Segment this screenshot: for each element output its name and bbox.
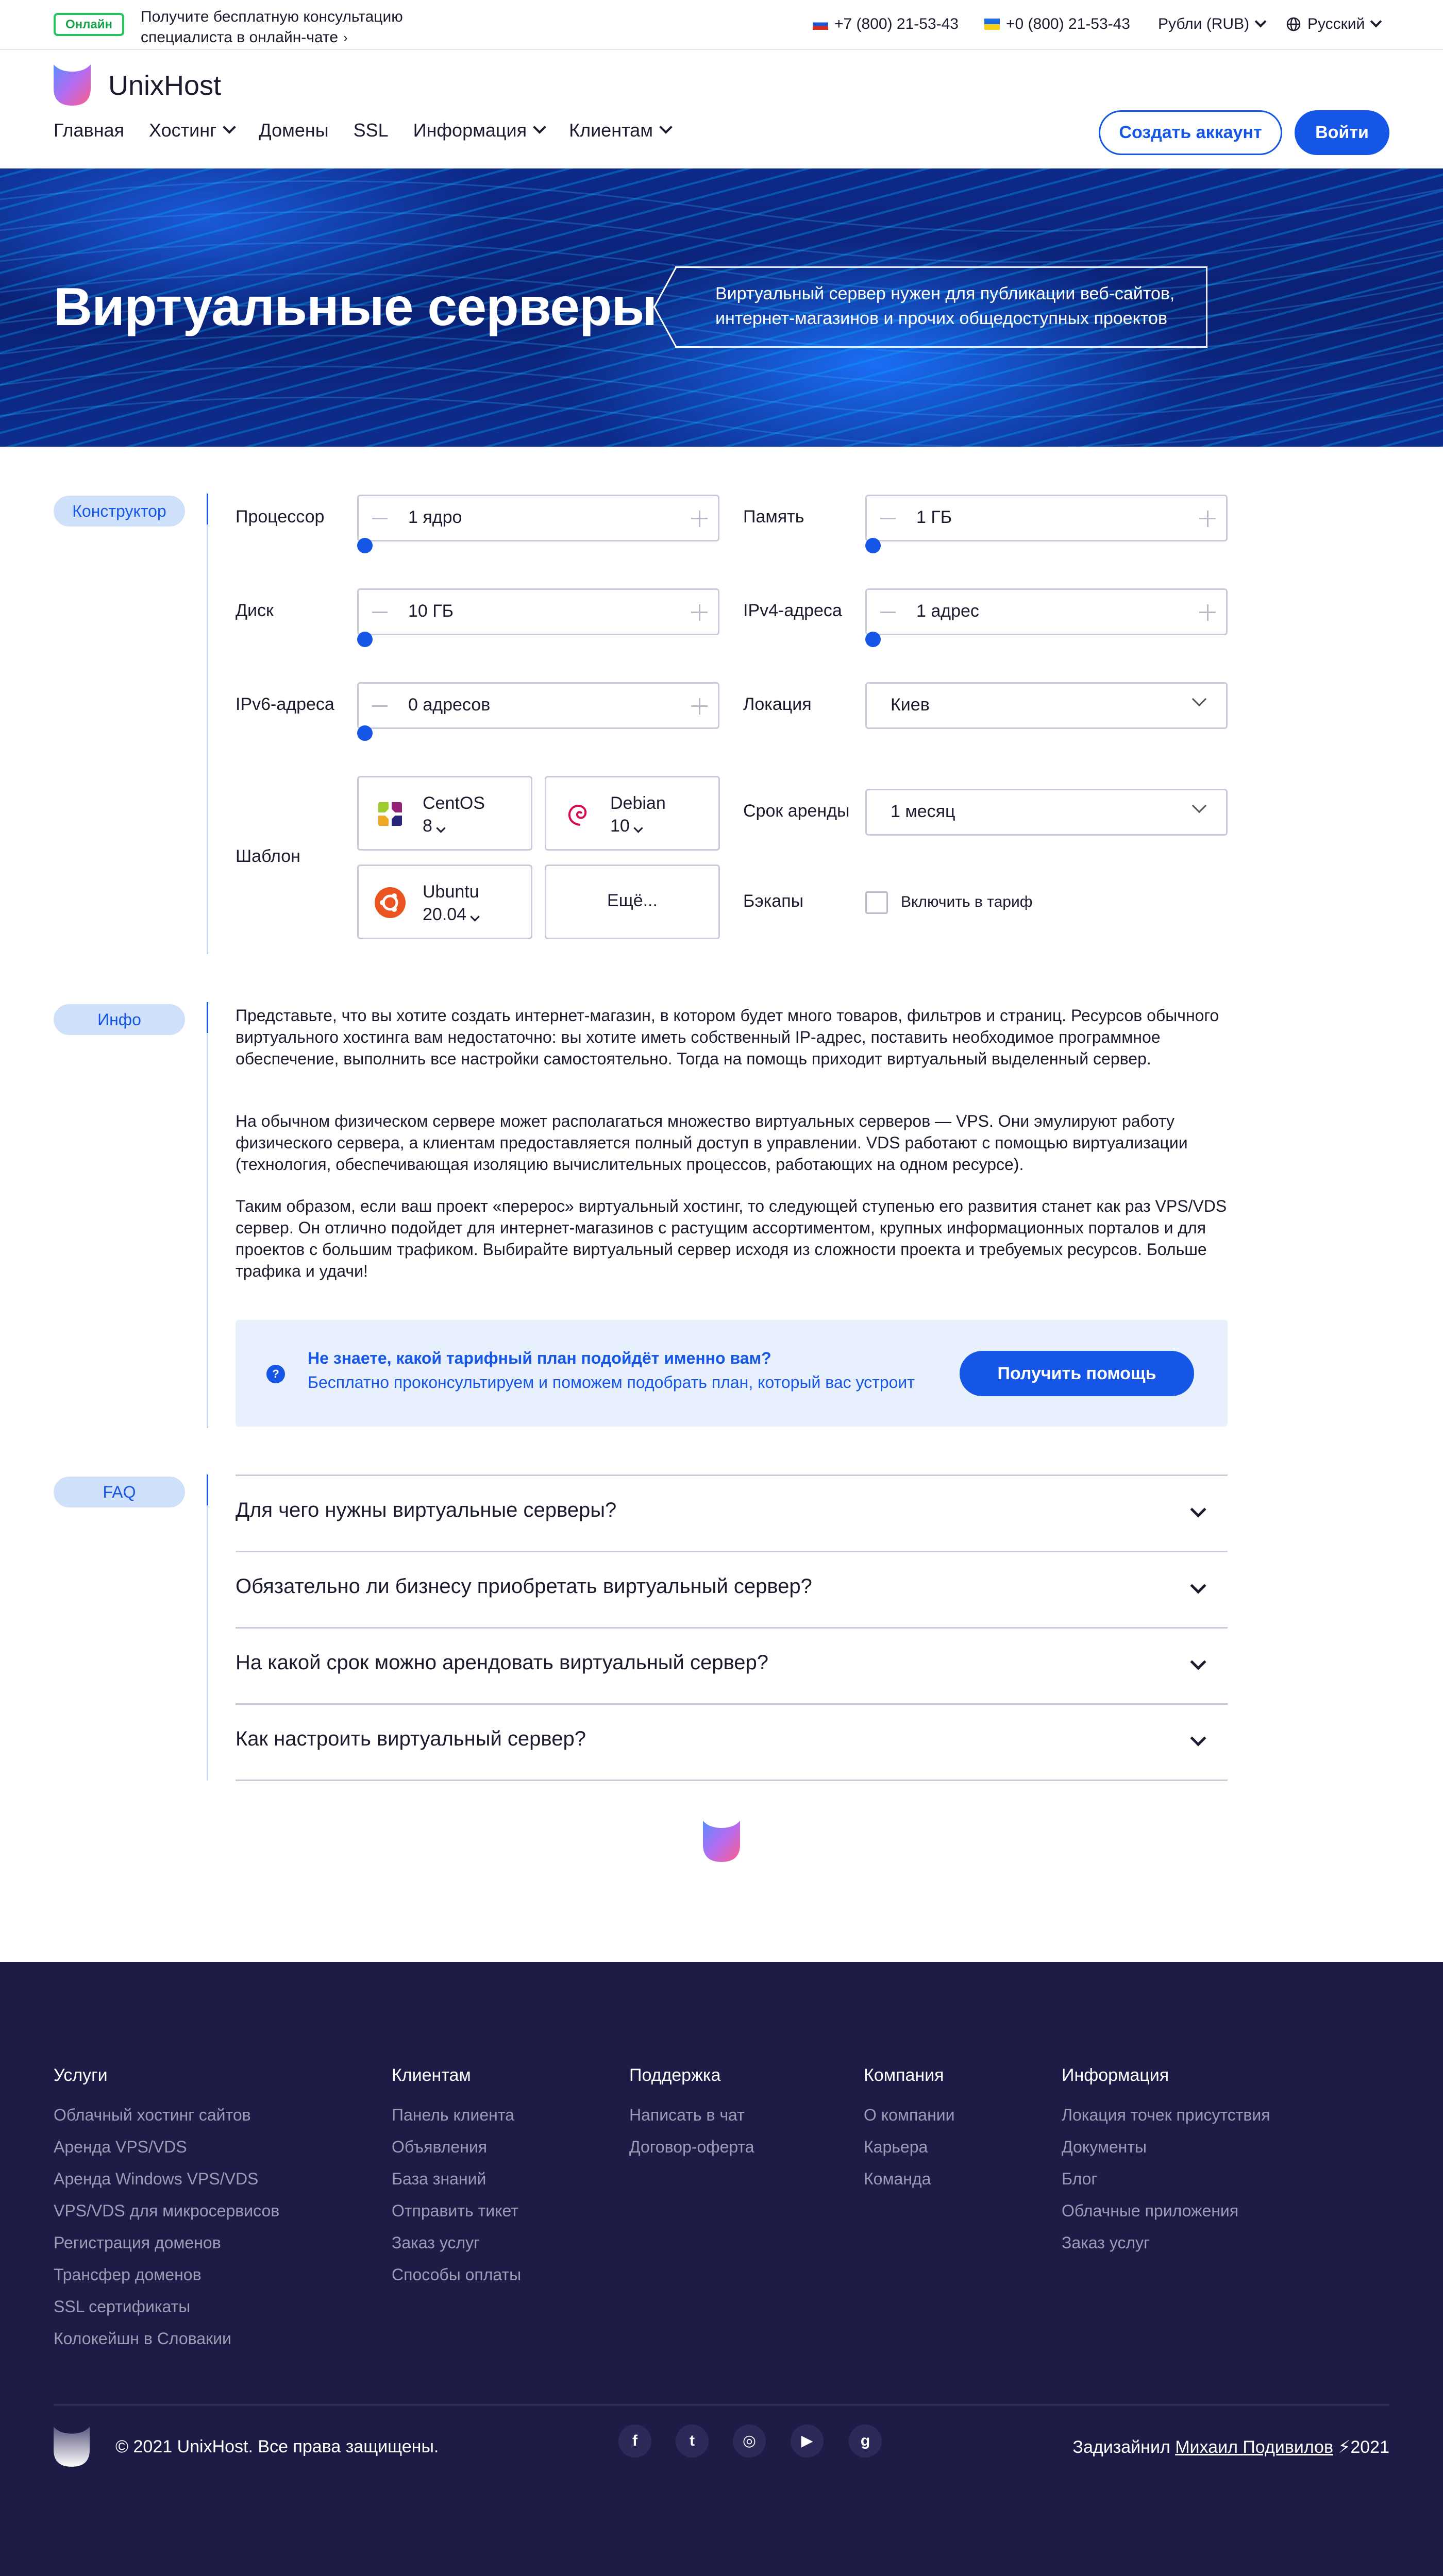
github-icon[interactable]: g — [849, 2425, 882, 2458]
footer-link[interactable]: Карьера — [864, 2138, 928, 2156]
footer-link[interactable]: Облачные приложения — [1062, 2201, 1239, 2220]
help-subtitle: Бесплатно проконсультируем и поможем подобрать план, который вас устроит — [308, 1373, 915, 1392]
footer-link[interactable]: VPS/VDS для микросервисов — [54, 2201, 280, 2220]
footer-link[interactable]: SSL сертификаты — [54, 2297, 191, 2316]
footer-link[interactable]: Панель клиента — [392, 2106, 514, 2124]
minus-icon[interactable] — [372, 705, 388, 707]
help-callout — [236, 1320, 1228, 1427]
centos-icon — [374, 798, 406, 830]
backups-checkbox-label[interactable]: Включить в тариф — [901, 893, 1033, 910]
ipv4-value: 1 адрес — [916, 601, 979, 621]
login-button[interactable]: Войти — [1295, 110, 1389, 155]
footer-column-title: Информация — [1062, 2065, 1169, 2085]
faq-item[interactable] — [236, 1551, 1228, 1627]
template-name: CentOS — [423, 793, 485, 813]
question-icon: ? — [266, 1365, 285, 1383]
help-title: Не знаете, какой тарифный план подойдёт именно вам? — [308, 1349, 771, 1367]
footer-link[interactable]: Трансфер доменов — [54, 2265, 202, 2284]
cpu-stepper[interactable] — [357, 495, 719, 541]
template-ubuntu[interactable] — [357, 865, 532, 939]
faq-item[interactable] — [236, 1627, 1228, 1703]
cpu-label: Процессор — [236, 507, 325, 527]
nav-ssl-label: SSL — [353, 120, 389, 141]
template-version: 10 — [610, 816, 630, 836]
designer-credit — [1072, 2437, 1389, 2458]
designer-prefix: Задизайнил — [1072, 2437, 1170, 2457]
template-name: Ubuntu — [423, 882, 479, 902]
footer-link[interactable]: Регистрация доменов — [54, 2233, 221, 2252]
chevron-down-icon — [223, 121, 236, 133]
footer-link[interactable]: Отправить тикет — [392, 2201, 518, 2220]
section-label-faq: FAQ — [54, 1477, 185, 1507]
nav-hosting-label: Хостинг — [149, 120, 217, 141]
create-account-button[interactable]: Создать аккаунт — [1099, 110, 1282, 155]
consult-link[interactable] — [141, 7, 403, 48]
faq-question: Как настроить виртуальный сервер? — [236, 1727, 586, 1750]
main-nav — [54, 118, 695, 143]
footer-link[interactable]: Облачный хостинг сайтов — [54, 2106, 251, 2124]
logo-text[interactable]: UnixHost — [108, 70, 222, 101]
footer-column-support — [629, 2064, 754, 2163]
footer-column-title: Компания — [864, 2065, 944, 2085]
chevron-down-icon — [1370, 16, 1382, 28]
memory-value: 1 ГБ — [916, 507, 952, 527]
debian-icon — [562, 798, 594, 830]
chevron-down-icon[interactable] — [436, 823, 445, 833]
template-centos[interactable] — [357, 776, 532, 851]
ubuntu-icon — [374, 887, 406, 919]
minus-icon[interactable] — [880, 518, 896, 519]
chevron-down-icon[interactable] — [470, 912, 479, 921]
get-help-button[interactable]: Получить помощь — [960, 1351, 1194, 1396]
footer-link[interactable]: Документы — [1062, 2138, 1147, 2156]
currency-select[interactable] — [1158, 14, 1265, 35]
nav-domains-label: Домены — [259, 120, 329, 141]
footer-link[interactable]: Команда — [864, 2170, 931, 2188]
faq-item[interactable] — [236, 1475, 1228, 1551]
copyright: © 2021 UnixHost. Все права защищены. — [115, 2437, 439, 2456]
chevron-down-icon — [1190, 1730, 1206, 1746]
chevron-down-icon — [533, 121, 546, 133]
nav-info[interactable] — [413, 118, 544, 143]
unixhost-logo[interactable] — [54, 64, 91, 106]
chevron-down-icon — [1190, 1654, 1206, 1670]
memory-stepper[interactable] — [865, 495, 1228, 541]
footer-link[interactable]: Блог — [1062, 2170, 1098, 2188]
nav-info-label: Информация — [413, 120, 527, 141]
globe-icon — [1286, 16, 1301, 32]
nav-ssl[interactable] — [354, 118, 389, 143]
location-value: Киев — [891, 695, 930, 715]
cpu-value: 1 ядро — [408, 507, 462, 527]
online-badge: Онлайн — [54, 13, 124, 36]
nav-clients-label: Клиентам — [569, 120, 653, 141]
footer-divider — [54, 2404, 1389, 2405]
instagram-icon[interactable]: ◎ — [733, 2425, 766, 2458]
chevron-down-icon — [1190, 1501, 1206, 1517]
chevron-right-icon: › — [343, 30, 348, 45]
faq-question: На какой срок можно арендовать виртуальный сервер? — [236, 1651, 769, 1674]
template-more-button[interactable] — [545, 865, 720, 939]
ipv6-slider-handle[interactable] — [357, 725, 373, 741]
phone-ua[interactable] — [984, 14, 1130, 35]
section-divider — [207, 1002, 208, 1428]
footer-column-title: Поддержка — [629, 2065, 721, 2085]
footer-logo[interactable] — [54, 2426, 90, 2468]
info-paragraph-3: Таким образом, если ваш проект «перерос» виртуальный хостинг, то следующей ступенью его развития станет как раз VPS/VDS сервер. Он отлично подойдет для интернет-магазинов с растущим ассортиментом, крупных информационных порталов и для проектов с большим трафиком. Выбирайте виртуальный сервер исходя из сложности проекта и требуемых ресурсов. Больше трафика и удачи! — [236, 1197, 1227, 1280]
hero-description — [675, 266, 1207, 348]
ipv6-stepper[interactable] — [357, 682, 719, 729]
template-more-label: Ещё... — [607, 891, 658, 910]
footer-link[interactable]: Способы оплаты — [392, 2265, 522, 2284]
location-label: Локация — [743, 694, 812, 714]
chevron-down-icon — [1190, 1578, 1206, 1594]
hero-desc-line-1: Виртуальный сервер нужен для публикации веб-сайтов, — [715, 284, 1175, 303]
facebook-icon[interactable]: f — [618, 2425, 651, 2458]
footer-link[interactable]: База знаний — [392, 2170, 486, 2188]
flag-ua-icon — [984, 19, 1000, 30]
rent-value: 1 месяц — [891, 802, 955, 821]
faq-divider — [236, 1780, 1228, 1781]
footer-link[interactable]: Аренда VPS/VDS — [54, 2138, 187, 2156]
consult-line-2: специалиста в онлайн-чате — [141, 29, 339, 46]
footer-column-clients — [392, 2064, 521, 2291]
nav-domains[interactable] — [259, 118, 328, 143]
section-divider — [207, 494, 208, 954]
chevron-down-icon — [1192, 692, 1206, 706]
backups-label: Бэкапы — [743, 891, 804, 911]
footer-column-company — [864, 2064, 954, 2195]
rent-period-select[interactable] — [865, 789, 1228, 836]
youtube-icon[interactable]: ▶ — [791, 2425, 824, 2458]
top-bar — [0, 0, 1443, 50]
language-text: Русский — [1307, 15, 1365, 32]
disk-stepper[interactable] — [357, 588, 719, 635]
chevron-down-icon — [1192, 799, 1206, 813]
minus-icon[interactable] — [372, 518, 388, 519]
section-label-info: Инфо — [54, 1004, 185, 1035]
info-paragraph-2: На обычном физическом сервере может располагаться множество виртуальных серверов — VPS. Они эмулируют работу физического сервера, а клиентам предоставляется полный доступ в управлении. VDS работают с помощью виртуализации (технология, обеспечивающая изоляцию вычислительных процессов, работающих на одном ресурсе). — [236, 1112, 1188, 1174]
phone-ru-text: +7 (800) 21-53-43 — [834, 15, 959, 32]
hero-banner — [0, 168, 1443, 447]
nav-home-label: Главная — [54, 120, 125, 141]
location-select[interactable] — [865, 682, 1228, 729]
designer-link[interactable]: Михаил Подивилов — [1175, 2437, 1334, 2457]
template-version: 20.04 — [423, 905, 467, 924]
faq-item[interactable] — [236, 1703, 1228, 1780]
footer-link[interactable]: Аренда Windows VPS/VDS — [54, 2170, 259, 2188]
nav-clients[interactable] — [569, 118, 670, 143]
flag-ru-icon — [813, 19, 828, 30]
hero-desc-line-2: интернет-магазинов и прочих общедоступных проектов — [715, 309, 1168, 328]
template-name: Debian — [610, 793, 666, 813]
section-divider — [207, 1475, 208, 1781]
memory-slider-handle[interactable] — [865, 538, 881, 553]
language-select[interactable] — [1286, 14, 1380, 35]
footer-column-services — [54, 2064, 279, 2354]
unixhost-logo-mark — [703, 1821, 740, 1862]
memory-label: Память — [743, 507, 804, 527]
page-title: Виртуальные серверы — [54, 277, 657, 337]
disk-label: Диск — [236, 601, 274, 620]
footer-column-info — [1062, 2064, 1270, 2259]
footer-link[interactable]: Объявления — [392, 2138, 488, 2156]
footer-link[interactable]: Договор-оферта — [629, 2138, 754, 2156]
info-paragraph-1: Представьте, что вы хотите создать интернет-магазин, в котором будет много товаров, фильтров и страниц. Ресурсов обычного виртуального хостинга вам недостаточно: вы хотите иметь собственный IP-адрес, поставить необходимое программное обеспечение, выполнить все настройки самостоятельно. Тогда на помощь приходит виртуальный выделенный сервер. — [236, 1006, 1219, 1068]
footer-link[interactable]: Написать в чат — [629, 2106, 745, 2124]
backups-checkbox[interactable] — [865, 891, 888, 914]
footer-link[interactable]: О компании — [864, 2106, 955, 2124]
template-version: 8 — [423, 816, 432, 836]
chevron-down-icon[interactable] — [633, 823, 643, 833]
rent-label: Срок аренды — [743, 801, 850, 821]
nav-hosting[interactable] — [149, 118, 234, 143]
phone-ua-text: +0 (800) 21-53-43 — [1006, 15, 1130, 32]
template-debian[interactable] — [545, 776, 720, 851]
minus-icon[interactable] — [880, 612, 896, 613]
ipv4-stepper[interactable] — [865, 588, 1228, 635]
ipv6-label: IPv6-адреса — [236, 694, 334, 714]
template-label: Шаблон — [236, 846, 300, 866]
header — [0, 50, 1443, 168]
chevron-down-icon — [659, 121, 672, 133]
disk-value: 10 ГБ — [408, 601, 454, 621]
currency-text: Рубли (RUB) — [1158, 15, 1250, 32]
phone-ru[interactable] — [813, 14, 959, 35]
ipv6-value: 0 адресов — [408, 695, 491, 715]
footer-link[interactable]: Заказ услуг — [1062, 2233, 1150, 2252]
cpu-slider-handle[interactable] — [357, 538, 373, 553]
section-label-constructor: Конструктор — [54, 496, 185, 527]
footer-link[interactable]: Колокейшн в Словакии — [54, 2329, 231, 2348]
minus-icon[interactable] — [372, 612, 388, 613]
footer-column-title: Клиентам — [392, 2065, 471, 2085]
designer-year: ⚡2021 — [1338, 2437, 1389, 2457]
footer-link[interactable]: Заказ услуг — [392, 2233, 480, 2252]
ipv4-label: IPv4-адреса — [743, 601, 842, 620]
consult-line-1: Получите бесплатную консультацию — [141, 8, 403, 25]
footer — [0, 1962, 1443, 2576]
faq-question: Обязательно ли бизнесу приобретать виртуальный сервер? — [236, 1575, 812, 1598]
disk-slider-handle[interactable] — [357, 632, 373, 647]
footer-link[interactable]: Локация точек присутствия — [1062, 2106, 1270, 2124]
nav-home[interactable] — [54, 118, 124, 143]
faq-question: Для чего нужны виртуальные серверы? — [236, 1499, 617, 1521]
twitter-icon[interactable]: t — [676, 2425, 709, 2458]
ipv4-slider-handle[interactable] — [865, 632, 881, 647]
chevron-down-icon — [1255, 16, 1267, 28]
footer-column-title: Услуги — [54, 2065, 108, 2085]
